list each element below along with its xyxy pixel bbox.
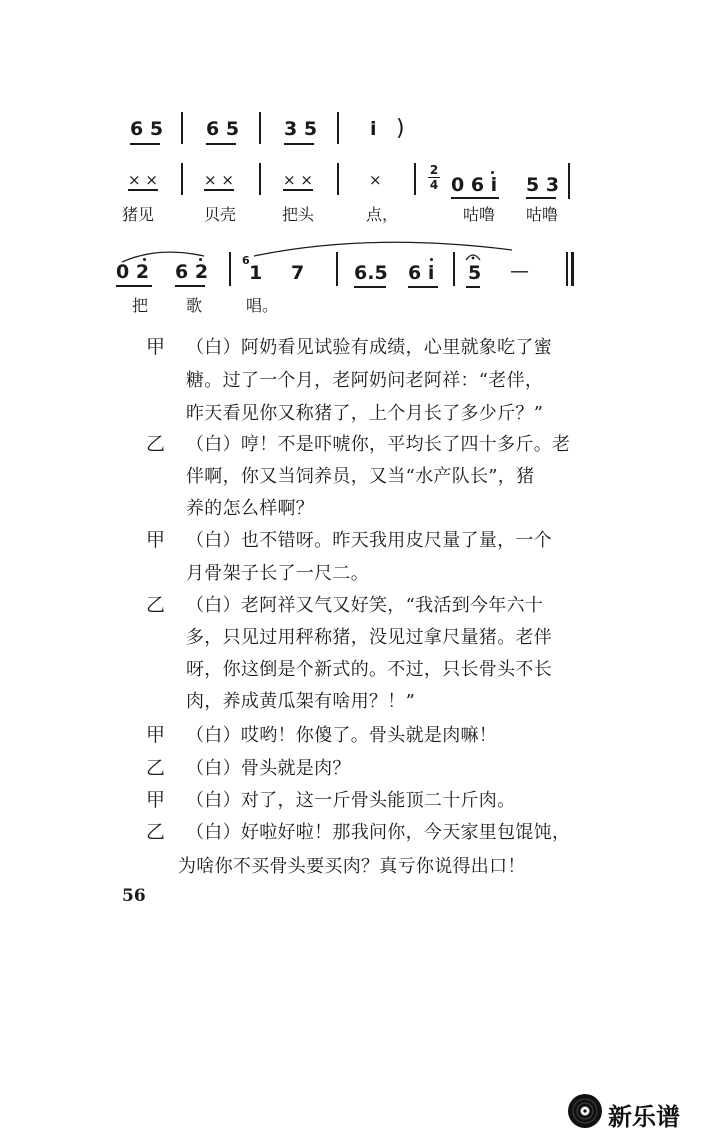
time-signature [428,164,440,191]
underline [283,189,313,191]
speaker-label: 乙 [146,594,166,616]
octave-dot [430,258,433,261]
underline [204,189,234,191]
speaker-label: 甲 [146,789,166,811]
note-group: 5 3 [526,174,560,196]
lyric: 唱。 [246,296,279,315]
dialogue-line: （白）好啦好啦！那我问你，今天家里包馄饨， [186,822,571,843]
logo-text: 新乐谱 [608,1103,680,1131]
dash: — [510,260,529,282]
note: 1 [249,262,263,284]
barline [414,163,416,195]
dialogue-line: （白）老阿祥又气又好笑，“我活到今年六十 [186,595,544,616]
speaker-label: 乙 [146,821,166,843]
octave-dot [143,258,146,261]
note-group: 6 5 [130,118,164,140]
speaker-label: 甲 [146,336,166,358]
lyric: 咕噜 [463,205,496,224]
site-logo [566,1090,691,1132]
barline [259,163,261,195]
page-number: 56 [122,886,146,906]
time-top: 2 [429,163,439,177]
speaker-label: 甲 [146,724,166,746]
note-group: 0 6 i [451,174,498,196]
dialogue-line: （白）哼！不是吓唬你，平均长了四十多斤。老 [186,434,571,455]
rhythm-mark: × × [204,171,234,189]
lyric: 贝壳 [204,205,237,224]
vinyl-record-icon [566,1092,604,1130]
dialogue-line: （白）骨头就是肉？ [186,758,351,779]
underline [116,285,152,287]
lyric: 点， [366,205,399,224]
barline [337,112,339,144]
note-group: 6 i [408,262,435,284]
lyric: 歌 [186,296,203,315]
note-group: i [370,118,377,140]
octave-dot [199,258,202,261]
barline [337,163,339,195]
note-group: 6 5 [206,118,240,140]
barline [181,163,183,195]
speaker-label: 甲 [146,529,166,551]
underline [408,286,438,288]
dialogue-line: 为啥你不买骨头要买肉？真亏你说得出口！ [178,856,526,877]
underline [175,285,205,287]
underline [206,143,236,145]
rhythm-mark: × × [283,171,313,189]
note: 7 [291,262,305,284]
speaker-label: 乙 [146,757,166,779]
barline [336,252,338,286]
dialogue-line: （白）哎哟！你傻了。骨头就是肉嘛！ [186,725,498,746]
dialogue-line: 肉，养成黄瓜架有啥用？！” [186,691,416,712]
dialogue-line: 呀，你这倒是个新式的。不过，只长骨头不长 [186,659,552,680]
dialogue-line: （白）阿奶看见试验有成绩，心里就象吃了蜜 [186,337,552,358]
underline [526,197,556,199]
barline [229,252,231,286]
note: 5 [468,262,482,284]
rhythm-mark: × [369,171,382,189]
close-paren: ) [396,116,405,141]
lyric: 咕噜 [526,205,559,224]
dialogue-line: 糖。过了一个月，老阿奶问老阿祥：“老伴， [186,370,544,391]
speaker-label: 乙 [146,433,166,455]
note-group: 6.5 [354,262,388,284]
time-bottom: 4 [429,178,439,192]
rhythm-mark: × × [128,171,158,189]
barline [259,112,261,144]
dialogue-line: 伴啊，你又当饲养员，又当“水产队长”，猪 [186,466,535,487]
note-group: 6 2 [175,261,209,283]
lyric: 把头 [282,205,315,224]
grace-note: 6 [242,254,250,267]
barline [453,252,455,286]
dialogue-line: 月骨架子长了一尺二。 [186,563,369,584]
lyric: 把 [132,296,149,315]
dialogue-line: 多，只见过用秤称猪，没见过拿尺量猪。老伴 [186,627,552,648]
underline [451,197,499,199]
dialogue-line: 养的怎么样啊？ [186,498,315,519]
note-group: 3 5 [284,118,318,140]
barline [568,163,570,199]
dialogue-line: （白）也不错呀。昨天我用皮尺量了量，一个 [186,530,552,551]
barline [181,112,183,144]
dialogue-line: 昨天看见你又称猪了，上个月长了多少斤？” [186,403,544,424]
octave-dot [491,171,494,174]
underline [284,143,314,145]
final-barline-thin [566,252,568,286]
dialogue-line: （白）对了，这一斤骨头能顶二十斤肉。 [186,790,516,811]
fermata-icon [464,250,482,262]
underline [466,286,480,288]
final-barline-thick [571,252,574,286]
note-group: 0 2 [116,261,150,283]
underline [128,189,158,191]
underline [354,286,386,288]
underline [130,143,160,145]
lyric: 猪见 [122,205,155,224]
